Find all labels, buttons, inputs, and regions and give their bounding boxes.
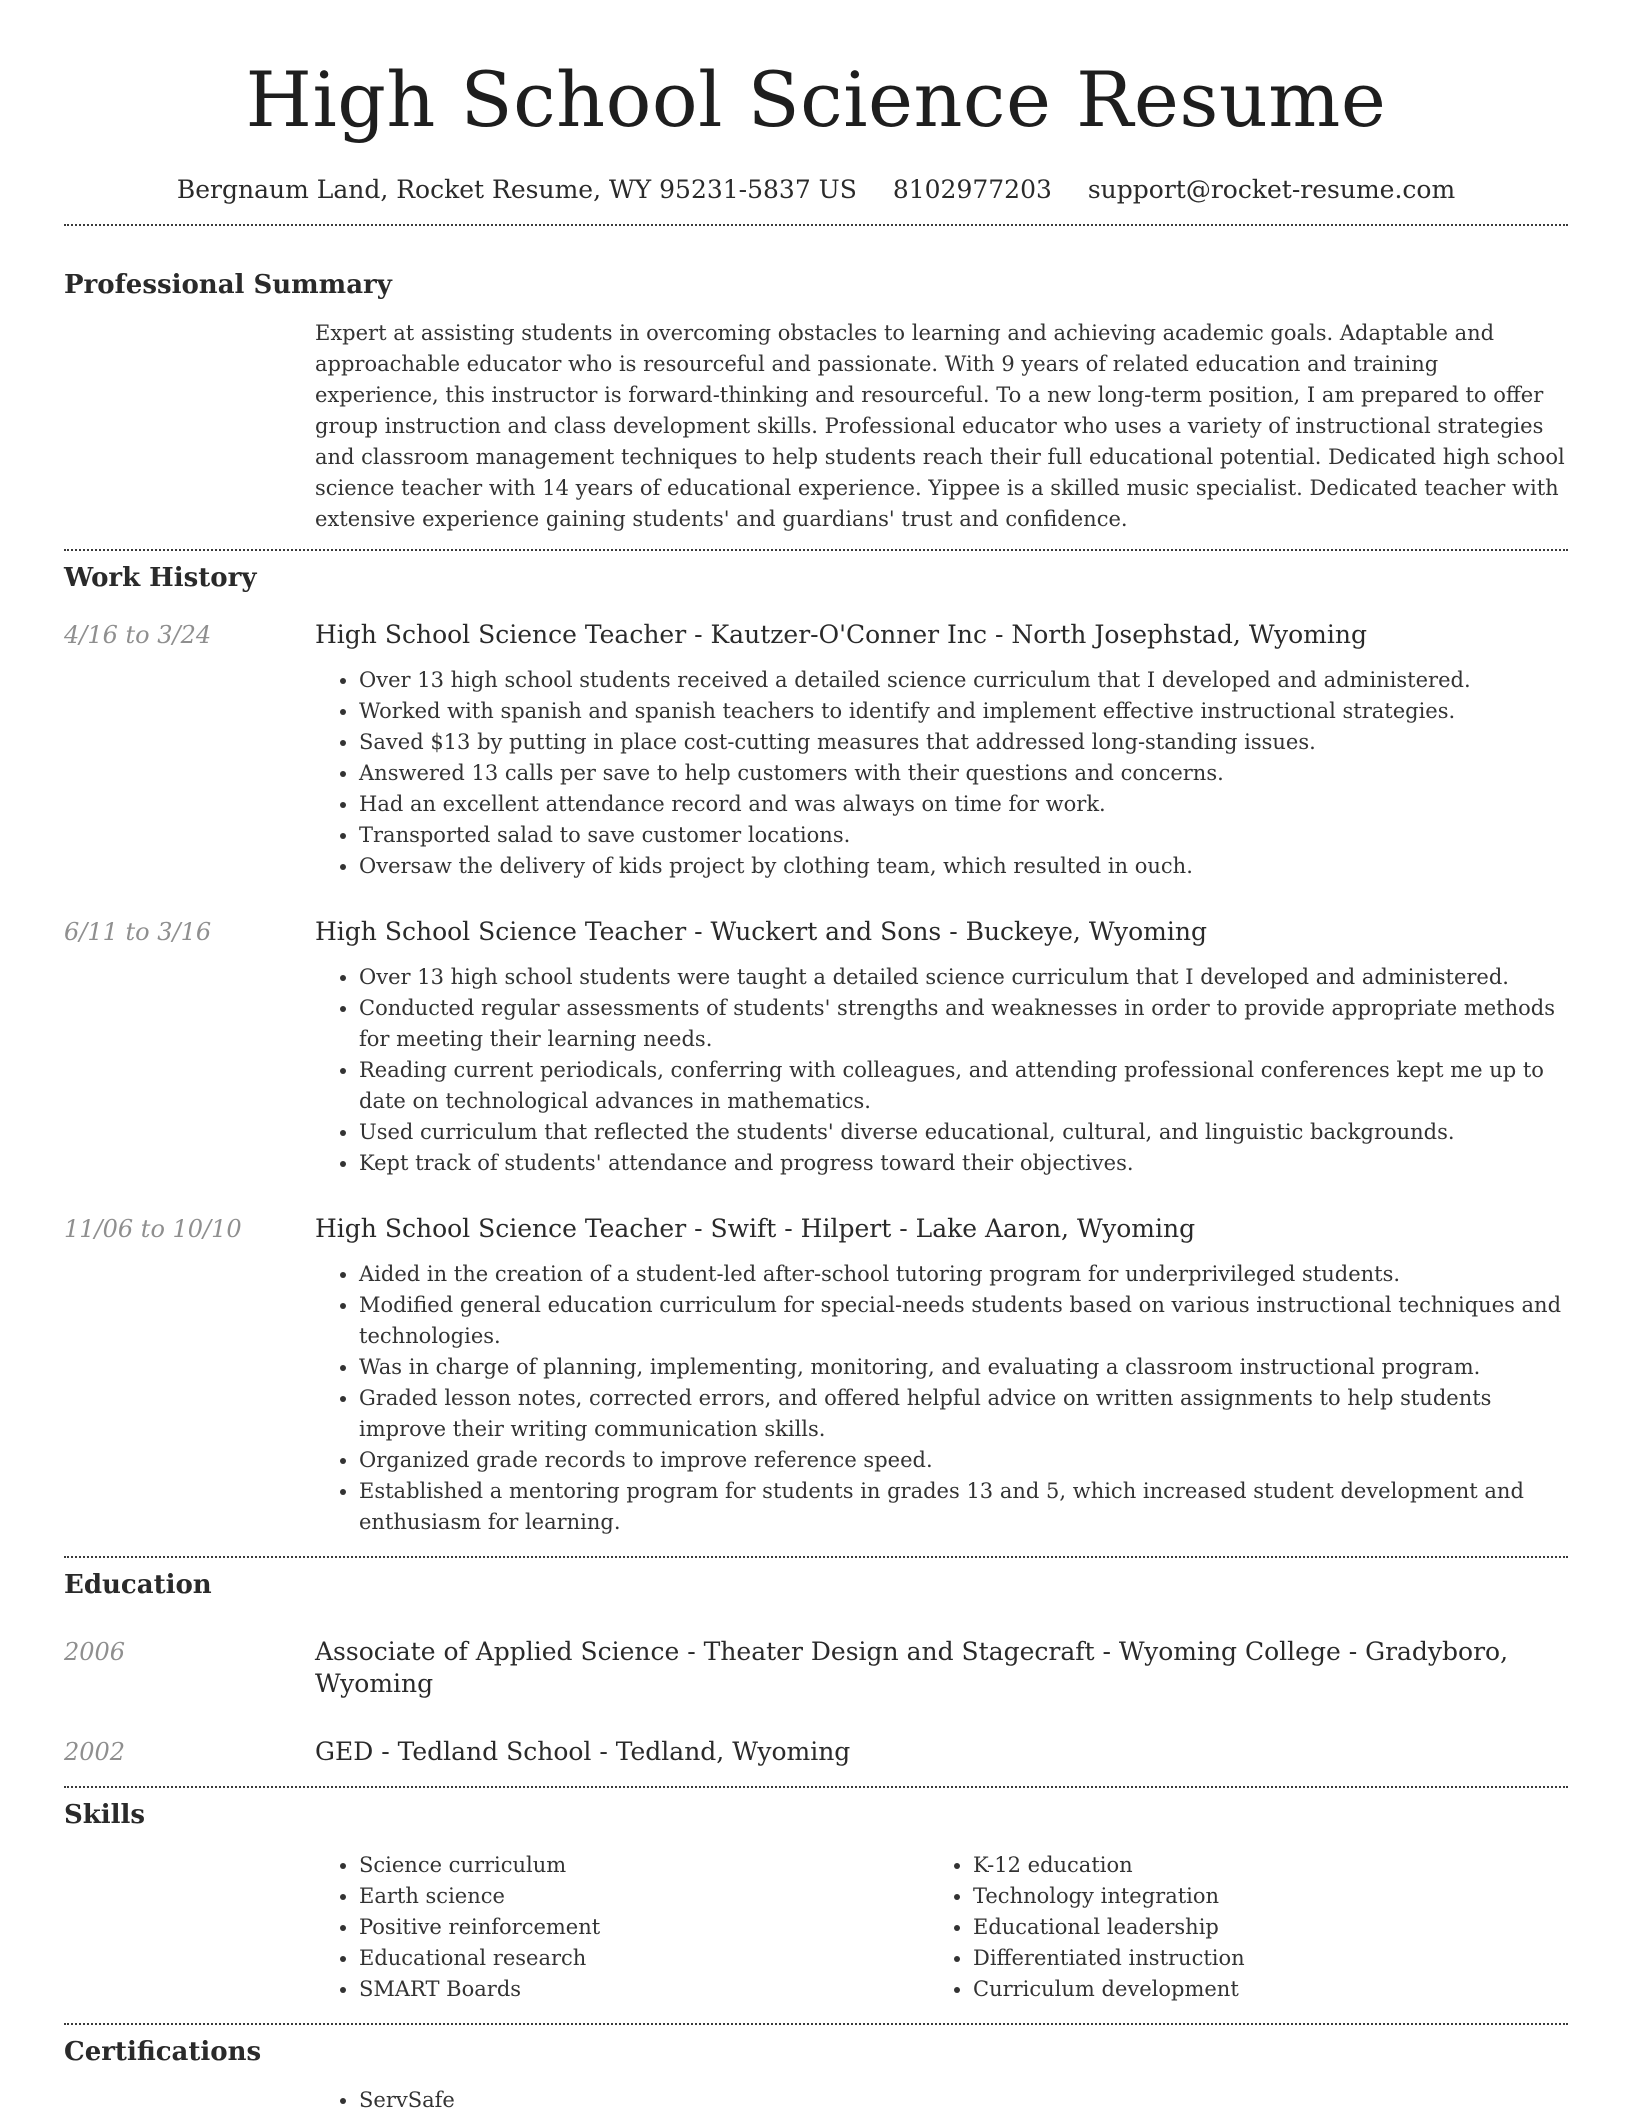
education-text: Associate of Applied Science - Theater Design and Stagecraft - Wyoming College - Gradyboro, Wyoming bbox=[315, 1637, 1509, 1698]
work-history-section bbox=[64, 551, 1568, 1556]
list-item: • Modified general education curriculum for special-needs students based on various instructional techniques and technologies. bbox=[359, 1290, 1568, 1352]
list-item: • Organized grade records to improve reference speed. bbox=[359, 1445, 1568, 1476]
skill-item: • Positive reinforcement bbox=[359, 1912, 929, 1943]
job-dates: 11/06 to 10/10 bbox=[64, 1215, 242, 1243]
list-item: • Oversaw the delivery of kids project by clothing team, which resulted in ouch. bbox=[359, 851, 1568, 882]
skill-item: • Science curriculum bbox=[359, 1850, 929, 1881]
list-item: • Transported salad to save customer locations. bbox=[359, 820, 1568, 851]
list-item: • Answered 13 calls per save to help customers with their questions and concerns. bbox=[359, 758, 1568, 789]
list-item: • Used curriculum that reflected the students' diverse educational, cultural, and linguistic backgrounds. bbox=[359, 1117, 1568, 1148]
job-dates: 6/11 to 3/16 bbox=[64, 918, 212, 946]
skill-item: • Curriculum development bbox=[973, 1974, 1453, 2005]
job-bullets bbox=[64, 665, 1568, 882]
section-title-certifications: Certifications bbox=[64, 2037, 262, 2067]
job-title: High School Science Teacher - Kautzer-O'Conner Inc - North Josephstad, Wyoming bbox=[315, 620, 1367, 649]
job-bullets bbox=[64, 1259, 1568, 1538]
section-title-skills: Skills bbox=[64, 1800, 146, 1830]
contact-phone: 8102977203 bbox=[892, 175, 1052, 204]
job-entry bbox=[64, 1213, 1568, 1538]
skills-section bbox=[64, 1788, 1568, 2005]
section-title-education: Education bbox=[64, 1570, 212, 1600]
skill-item: • Educational research bbox=[359, 1943, 929, 1974]
certification-item: • ServSafe bbox=[359, 2085, 1568, 2116]
list-item: • Established a mentoring program for students in grades 13 and 5, which increased student development and enthusiasm for learning. bbox=[359, 1476, 1568, 1538]
education-entry bbox=[64, 1736, 1568, 1768]
list-item: • Worked with spanish and spanish teachers to identify and implement effective instructional strategies. bbox=[359, 696, 1568, 727]
section-title-summary: Professional Summary bbox=[64, 270, 392, 300]
summary-text: Expert at assisting students in overcoming obstacles to learning and achieving academic goals. Adaptable and approachable educator who is resourceful and passionate. With 9 years of related education and training experience, this instructor is forward-thinking and resourceful. To a new long-term position, I am prepared to offer group instruction and class development skills. Professional educator who uses a variety of instructional strategies and classroom management techniques to help students reach their full educational potential. Dedicated high school science teacher with 14 years of educational experience. Yippee is a skilled music specialist. Dedicated teacher with extensive experience gaining students' and guardians' trust and confidence. bbox=[315, 321, 1565, 531]
education-text: GED - Tedland School - Tedland, Wyoming bbox=[315, 1737, 851, 1766]
contact-email: support@rocket-resume.com bbox=[1087, 175, 1456, 204]
job-bullets bbox=[64, 962, 1568, 1179]
section-title-work-history: Work History bbox=[64, 563, 257, 593]
skill-item: • Educational leadership bbox=[973, 1912, 1453, 1943]
job-title: High School Science Teacher - Swift - Hilpert - Lake Aaron, Wyoming bbox=[315, 1214, 1196, 1243]
job-entry bbox=[64, 619, 1568, 882]
skills-list-right bbox=[929, 1850, 1453, 2005]
list-item: • Over 13 high school students were taught a detailed science curriculum that I developed and administered. bbox=[359, 962, 1568, 993]
skill-item: • Earth science bbox=[359, 1881, 929, 1912]
skill-item: • SMART Boards bbox=[359, 1974, 929, 2005]
list-item: • Kept track of students' attendance and progress toward their objectives. bbox=[359, 1148, 1568, 1179]
list-item: • Aided in the creation of a student-led after-school tutoring program for underprivileged students. bbox=[359, 1259, 1568, 1290]
skill-item: • K-12 education bbox=[973, 1850, 1453, 1881]
list-item: • Had an excellent attendance record and was always on time for work. bbox=[359, 789, 1568, 820]
list-item: • Reading current periodicals, conferring with colleagues, and attending professional conferences kept me up to date on technological advances in mathematics. bbox=[359, 1055, 1568, 1117]
certifications-section bbox=[64, 2025, 1568, 2116]
list-item: • Conducted regular assessments of students' strengths and weaknesses in order to provide appropriate methods for meeting their learning needs. bbox=[359, 993, 1568, 1055]
list-item: • Was in charge of planning, implementing, monitoring, and evaluating a classroom instructional program. bbox=[359, 1352, 1568, 1383]
job-entry bbox=[64, 916, 1568, 1179]
list-item: • Saved $13 by putting in place cost-cutting measures that addressed long-standing issues. bbox=[359, 727, 1568, 758]
skill-item: • Technology integration bbox=[973, 1881, 1453, 1912]
skills-list-left bbox=[315, 1850, 929, 2005]
education-entry bbox=[64, 1636, 1568, 1700]
resume-name: High School Science Resume bbox=[245, 55, 1387, 144]
list-item: • Over 13 high school students received a detailed science curriculum that I developed and administered. bbox=[359, 665, 1568, 696]
education-year: 2002 bbox=[64, 1738, 126, 1766]
contact-line bbox=[64, 174, 1568, 206]
list-item: • Graded lesson notes, corrected errors, and offered helpful advice on written assignments to help students improve their writing communication skills. bbox=[359, 1383, 1568, 1445]
education-section bbox=[64, 1558, 1568, 1786]
summary-section bbox=[64, 268, 1568, 535]
skill-item: • Differentiated instruction bbox=[973, 1943, 1453, 1974]
education-year: 2006 bbox=[64, 1638, 126, 1666]
contact-address: Bergnaum Land, Rocket Resume, WY 95231-5837 US bbox=[176, 175, 857, 204]
certifications-list bbox=[64, 2085, 1568, 2116]
skills-columns bbox=[315, 1850, 1568, 2005]
job-dates: 4/16 to 3/24 bbox=[64, 621, 212, 649]
job-title: High School Science Teacher - Wuckert and Sons - Buckeye, Wyoming bbox=[315, 917, 1207, 946]
divider bbox=[64, 224, 1568, 226]
